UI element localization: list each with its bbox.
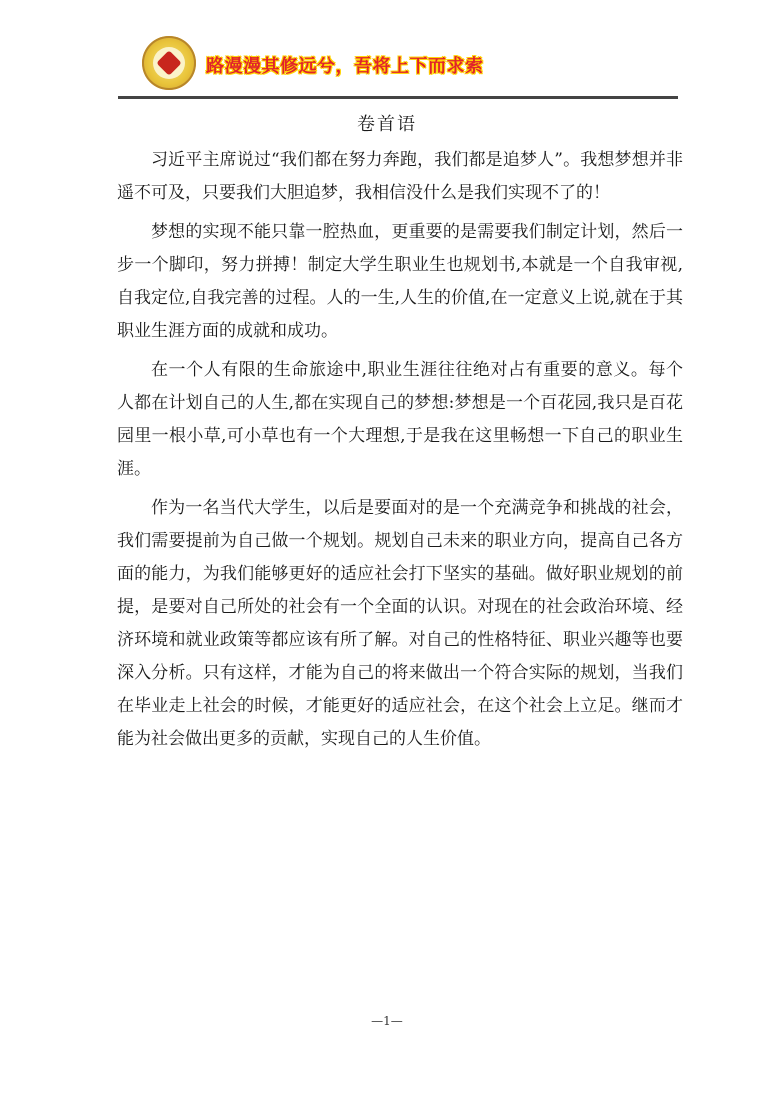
paragraph: 作为一名当代大学生，以后是要面对的是一个充满竞争和挑战的社会，我们需要提前为自己做一个规划。规划自己未来的职业方向，提高自己各方面的能力，为我们能够更好的适应社会打下坚实的基础。做好职业规划的前提，是要对自己所处的社会有一个全面的认识。对现在的社会政治环境、经济环境和就业政策等都应该有所了解。对自己的性格特征、职业兴趣等也要深入分析。只有这样，才能为自己的将来做出一个符合实际的规划，当我们在毕业走上社会的时候，才能更好的适应社会，在这个社会上立足。继而才能为社会做出更多的贡献，实现自己的人生价值。 [117, 498, 683, 749]
paragraph: 习近平主席说过“我们都在努力奔跑，我们都是追梦人”。我想梦想并非遥不可及，只要我们大胆追梦，我相信没什么是我们实现不了的！ [117, 150, 683, 203]
seal-center [153, 47, 185, 79]
page-title: 卷首语 [357, 114, 417, 135]
body-text [117, 144, 683, 762]
university-seal-icon [142, 36, 196, 90]
seal-mark [156, 50, 181, 75]
header-divider [118, 96, 678, 99]
paragraph: 在一个人有限的生命旅途中,职业生涯往往绝对占有重要的意义。每个人都在计划自己的人生,都在实现自己的梦想:梦想是一个百花园,我只是百花园里一根小草,可小草也有一个大理想,于是我在这里畅想一下自己的职业生涯。 [117, 360, 683, 479]
paragraph: 梦想的实现不能只靠一腔热血，更重要的是需要我们制定计划，然后一步一个脚印，努力拼搏！制定大学生职业生也规划书,本就是一个自我审视,自我定位,自我完善的过程。人的一生,人生的价值,在一定意义上说,就在于其职业生涯方面的成就和成功。 [117, 222, 683, 341]
page-header [118, 32, 678, 98]
header-slogan: 路漫漫其修远兮，吾将上下而求索 [206, 56, 484, 77]
page-number: —1— [371, 1014, 403, 1028]
